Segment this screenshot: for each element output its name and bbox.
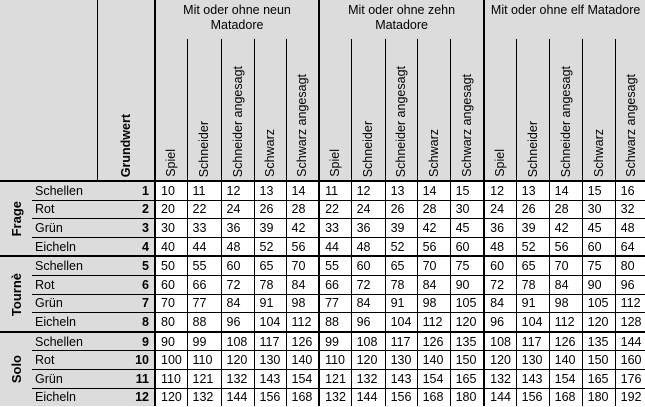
value-cell: 65: [385, 256, 417, 275]
value-cell: 60: [155, 275, 187, 294]
value-cell: 22: [187, 200, 221, 219]
grundwert-cell: 6: [97, 275, 155, 294]
value-cell: 60: [450, 237, 484, 256]
value-cell: 78: [385, 275, 417, 294]
subheader-schwarz-angesagt: Schwarz angesagt: [450, 39, 484, 181]
value-cell: 12: [221, 181, 254, 200]
value-cell: 112: [417, 313, 450, 332]
group-label: [0, 332, 32, 406]
value-cell: 30: [450, 200, 484, 219]
value-cell: 26: [385, 200, 417, 219]
value-cell: 16: [615, 181, 645, 200]
value-cell: 108: [484, 332, 516, 351]
value-cell: 12: [351, 181, 385, 200]
value-cell: 32: [615, 200, 645, 219]
value-cell: 70: [286, 256, 319, 275]
subheader-schwarz: Schwarz: [417, 39, 450, 181]
grundwert-cell: 8: [97, 313, 155, 332]
value-cell: 90: [450, 275, 484, 294]
value-cell: 117: [516, 332, 549, 351]
value-cell: 28: [286, 200, 319, 219]
value-cell: 96: [484, 313, 516, 332]
group-label-text: Solo: [8, 355, 24, 384]
subheader-schneider: Schneider: [351, 39, 385, 181]
value-cell: 88: [187, 313, 221, 332]
grundwert-cell: 3: [97, 219, 155, 238]
value-cell: 100: [155, 351, 187, 370]
value-cell: 28: [549, 200, 582, 219]
value-cell: 66: [187, 275, 221, 294]
value-cell: 15: [450, 181, 484, 200]
value-cell: 180: [582, 388, 615, 406]
value-cell: 60: [484, 256, 516, 275]
value-cell: 84: [221, 294, 254, 313]
value-cell: 120: [351, 351, 385, 370]
value-cell: 45: [582, 219, 615, 238]
value-cell: 105: [582, 294, 615, 313]
value-cell: 26: [254, 200, 286, 219]
value-cell: 84: [484, 294, 516, 313]
value-cell: 22: [319, 200, 351, 219]
value-cell: 48: [351, 237, 385, 256]
value-cell: 156: [516, 388, 549, 406]
table-row: [0, 388, 645, 406]
value-cell: 132: [319, 388, 351, 406]
suit-label: Schellen: [32, 332, 97, 351]
table-row: [0, 313, 645, 332]
value-cell: 12: [484, 181, 516, 200]
value-cell: 84: [351, 294, 385, 313]
group-label-text: Frage: [8, 200, 24, 237]
value-cell: 168: [417, 388, 450, 406]
value-cell: 75: [582, 256, 615, 275]
subheader-schwarz-angesagt: Schwarz angesagt: [286, 39, 319, 181]
subheader-schwarz: Schwarz: [582, 39, 615, 181]
value-cell: 50: [155, 256, 187, 275]
value-cell: 64: [615, 237, 645, 256]
value-cell: 120: [484, 351, 516, 370]
value-cell: 75: [450, 256, 484, 275]
value-cell: 132: [187, 388, 221, 406]
value-cell: 165: [582, 369, 615, 388]
value-cell: 33: [187, 219, 221, 238]
grundwert-header: Grundwert: [97, 0, 155, 181]
value-cell: 140: [549, 351, 582, 370]
table-row: [0, 275, 645, 294]
value-cell: 45: [450, 219, 484, 238]
value-cell: 30: [582, 200, 615, 219]
value-cell: 98: [286, 294, 319, 313]
value-cell: 14: [286, 181, 319, 200]
value-cell: 42: [549, 219, 582, 238]
value-cell: 135: [450, 332, 484, 351]
suit-label: Rot: [32, 200, 97, 219]
value-cell: 78: [254, 275, 286, 294]
value-cell: 165: [450, 369, 484, 388]
group-label: [0, 181, 32, 256]
suit-label: Grün: [32, 369, 97, 388]
value-cell: 132: [351, 369, 385, 388]
value-cell: 120: [582, 313, 615, 332]
value-cell: 13: [254, 181, 286, 200]
subheader-spiel: Spiel: [155, 39, 187, 181]
value-cell: 168: [286, 388, 319, 406]
value-cell: 132: [484, 369, 516, 388]
value-cell: 77: [319, 294, 351, 313]
value-cell: 14: [549, 181, 582, 200]
value-cell: 14: [417, 181, 450, 200]
value-cell: 11: [187, 181, 221, 200]
value-cell: 121: [187, 369, 221, 388]
value-cell: 91: [254, 294, 286, 313]
value-cell: 39: [385, 219, 417, 238]
value-cell: 154: [549, 369, 582, 388]
value-cell: 98: [417, 294, 450, 313]
value-cell: 90: [155, 332, 187, 351]
value-cell: 70: [417, 256, 450, 275]
value-cell: 52: [516, 237, 549, 256]
suit-label: Eicheln: [32, 388, 97, 406]
value-cell: 44: [187, 237, 221, 256]
value-cell: 180: [450, 388, 484, 406]
subheader-schwarz-angesagt: Schwarz angesagt: [615, 39, 645, 181]
table-row: [0, 294, 645, 313]
value-cell: 144: [351, 388, 385, 406]
suit-label: Grün: [32, 294, 97, 313]
suit-label: Rot: [32, 351, 97, 370]
value-cell: 120: [221, 351, 254, 370]
value-cell: 60: [582, 237, 615, 256]
value-cell: 20: [155, 200, 187, 219]
suit-label: Schellen: [32, 256, 97, 275]
value-cell: 24: [221, 200, 254, 219]
value-cell: 91: [385, 294, 417, 313]
value-cell: 56: [286, 237, 319, 256]
value-cell: 24: [351, 200, 385, 219]
value-cell: 144: [615, 332, 645, 351]
grundwert-cell: 2: [97, 200, 155, 219]
value-cell: 99: [319, 332, 351, 351]
value-cell: 42: [417, 219, 450, 238]
value-cell: 126: [549, 332, 582, 351]
table-row: [0, 351, 645, 370]
table-row: [0, 219, 645, 238]
value-cell: 44: [319, 237, 351, 256]
group-header-eleven: Mit oder ohne elf Matadore: [484, 0, 645, 39]
value-cell: 90: [582, 275, 615, 294]
value-cell: 154: [417, 369, 450, 388]
value-cell: 130: [254, 351, 286, 370]
value-cell: 96: [615, 275, 645, 294]
group-label-text: Tournè: [8, 272, 24, 316]
value-cell: 39: [516, 219, 549, 238]
grundwert-cell: 5: [97, 256, 155, 275]
value-cell: 144: [484, 388, 516, 406]
value-cell: 112: [286, 313, 319, 332]
value-cell: 52: [254, 237, 286, 256]
value-cell: 132: [221, 369, 254, 388]
corner-cell-suit: [32, 0, 97, 181]
value-cell: 24: [484, 200, 516, 219]
suit-label: Schellen: [32, 181, 97, 200]
value-cell: 48: [615, 219, 645, 238]
value-cell: 78: [516, 275, 549, 294]
subheader-spiel: Spiel: [484, 39, 516, 181]
value-cell: 156: [254, 388, 286, 406]
value-cell: 130: [516, 351, 549, 370]
value-cell: 72: [221, 275, 254, 294]
value-cell: 99: [187, 332, 221, 351]
value-cell: 126: [417, 332, 450, 351]
suit-label: Rot: [32, 275, 97, 294]
value-cell: 110: [155, 369, 187, 388]
value-cell: 13: [516, 181, 549, 200]
value-cell: 84: [417, 275, 450, 294]
subheader-schneider: Schneider: [516, 39, 549, 181]
value-cell: 84: [549, 275, 582, 294]
value-cell: 26: [516, 200, 549, 219]
value-cell: 120: [450, 313, 484, 332]
value-cell: 140: [286, 351, 319, 370]
value-cell: 110: [319, 351, 351, 370]
value-cell: 130: [385, 351, 417, 370]
grundwert-cell: 10: [97, 351, 155, 370]
table-row: [0, 256, 645, 275]
value-cell: 65: [254, 256, 286, 275]
value-cell: 120: [155, 388, 187, 406]
value-cell: 144: [221, 388, 254, 406]
table-row: [0, 332, 645, 351]
value-cell: 56: [549, 237, 582, 256]
value-cell: 84: [286, 275, 319, 294]
value-cell: 135: [582, 332, 615, 351]
group-header-ten: Mit oder ohne zehn Matadore: [319, 0, 484, 39]
value-cell: 66: [319, 275, 351, 294]
table-body: [0, 181, 645, 406]
value-cell: 117: [385, 332, 417, 351]
group-header-nine: Mit oder ohne neun Matadore: [155, 0, 319, 39]
value-cell: 88: [319, 313, 351, 332]
value-cell: 108: [351, 332, 385, 351]
value-cell: 150: [582, 351, 615, 370]
value-cell: 105: [450, 294, 484, 313]
table-row: [0, 181, 645, 200]
grundwert-cell: 9: [97, 332, 155, 351]
value-cell: 36: [351, 219, 385, 238]
value-cell: 33: [319, 219, 351, 238]
value-cell: 104: [516, 313, 549, 332]
value-cell: 10: [155, 181, 187, 200]
value-cell: 60: [221, 256, 254, 275]
subheader-spiel: Spiel: [319, 39, 351, 181]
value-cell: 55: [319, 256, 351, 275]
value-cell: 143: [254, 369, 286, 388]
value-cell: 80: [615, 256, 645, 275]
value-cell: 96: [221, 313, 254, 332]
value-cell: 65: [516, 256, 549, 275]
value-cell: 128: [615, 313, 645, 332]
group-label: [0, 256, 32, 331]
value-cell: 176: [615, 369, 645, 388]
suit-label: Eicheln: [32, 313, 97, 332]
value-cell: 80: [155, 313, 187, 332]
subheader-schneider: Schneider: [187, 39, 221, 181]
value-cell: 72: [351, 275, 385, 294]
value-cell: 30: [155, 219, 187, 238]
value-cell: 15: [582, 181, 615, 200]
value-cell: 168: [549, 388, 582, 406]
value-cell: 40: [155, 237, 187, 256]
value-cell: 13: [385, 181, 417, 200]
grundwert-cell: 4: [97, 237, 155, 256]
grundwert-cell: 12: [97, 388, 155, 406]
table-row: [0, 200, 645, 219]
value-cell: 108: [221, 332, 254, 351]
value-cell: 104: [385, 313, 417, 332]
value-cell: 192: [615, 388, 645, 406]
value-cell: 112: [615, 294, 645, 313]
value-cell: 55: [187, 256, 221, 275]
value-cell: 110: [187, 351, 221, 370]
value-cell: 70: [549, 256, 582, 275]
table-row: [0, 237, 645, 256]
value-cell: 156: [385, 388, 417, 406]
value-cell: 39: [254, 219, 286, 238]
value-cell: 126: [286, 332, 319, 351]
value-cell: 52: [385, 237, 417, 256]
value-cell: 112: [549, 313, 582, 332]
value-cell: 143: [385, 369, 417, 388]
value-cell: 28: [417, 200, 450, 219]
value-cell: 48: [221, 237, 254, 256]
value-cell: 160: [615, 351, 645, 370]
value-cell: 96: [351, 313, 385, 332]
value-cell: 154: [286, 369, 319, 388]
value-cell: 48: [484, 237, 516, 256]
value-cell: 91: [516, 294, 549, 313]
value-cell: 36: [221, 219, 254, 238]
grundwert-cell: 1: [97, 181, 155, 200]
value-cell: 104: [254, 313, 286, 332]
grundwert-cell: 7: [97, 294, 155, 313]
subheader-schneider-angesagt: Schneider angesagt: [385, 39, 417, 181]
value-cell: 72: [484, 275, 516, 294]
value-cell: 150: [450, 351, 484, 370]
corner-cell: [0, 0, 32, 181]
value-cell: 11: [319, 181, 351, 200]
value-cell: 42: [286, 219, 319, 238]
value-cell: 121: [319, 369, 351, 388]
value-cell: 70: [155, 294, 187, 313]
subheader-schneider-angesagt: Schneider angesagt: [221, 39, 254, 181]
value-cell: 143: [516, 369, 549, 388]
value-cell: 36: [484, 219, 516, 238]
value-cell: 77: [187, 294, 221, 313]
table-row: [0, 369, 645, 388]
value-cell: 117: [254, 332, 286, 351]
suit-label: Grün: [32, 219, 97, 238]
value-cell: 60: [351, 256, 385, 275]
value-cell: 140: [417, 351, 450, 370]
suit-label: Eicheln: [32, 237, 97, 256]
value-cell: 56: [417, 237, 450, 256]
subheader-schwarz: Schwarz: [254, 39, 286, 181]
subheader-schneider-angesagt: Schneider angesagt: [549, 39, 582, 181]
value-cell: 98: [549, 294, 582, 313]
grundwert-cell: 11: [97, 369, 155, 388]
